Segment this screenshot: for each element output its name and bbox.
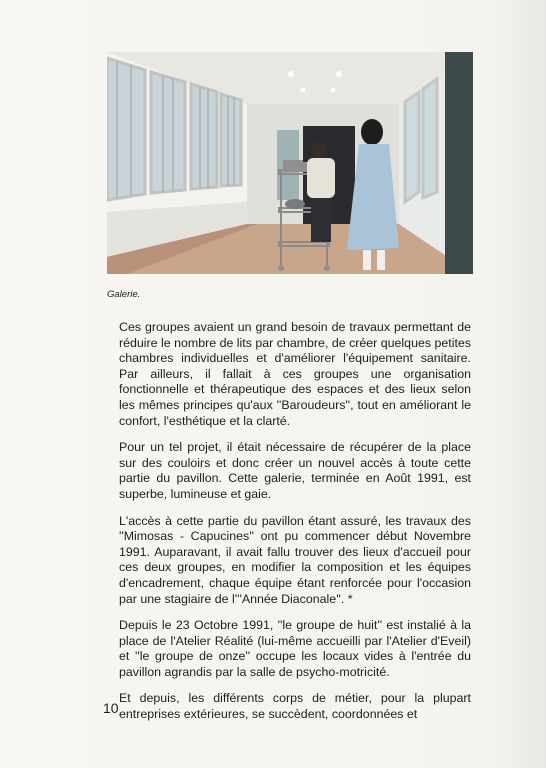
photo-caption: Galerie. <box>107 289 141 300</box>
page-number: 10 <box>103 700 119 716</box>
paragraph: L'accès à cette partie du pavillon étant assuré, les travaux des ''Mimosas - Capucines'' ont pu commencer début Novembre 1991. Auparavant, il avait fallu trouver des lieux d'accueil pour ces deux groupes, en modifier la composition et les équipes d'encadrement, chaque équipe étant renforcée pour l'occasion par une stagiaire de l'''Année Diaconale''. * <box>119 513 471 606</box>
corridor-gallery-illustration <box>107 52 473 274</box>
paragraph: Et depuis, les différents corps de métier, pour la plupart entreprises extérieures, se succèdent, coordonnées et <box>119 691 471 722</box>
article-body <box>119 320 471 734</box>
paragraph: Depuis le 23 Octobre 1991, ''le groupe de huit'' est instalié à la place de l'Atelier Réalité (lui-même accueilli par l'Atelier d'Eveil) et ''le groupe de onze'' occupe les locaux vides à l'entrée du pavillon agrandis par la salle de psycho-motricité. <box>119 618 471 679</box>
paragraph: Ces groupes avaient un grand besoin de travaux permettant de réduire le nombre de lits par chambre, de créer quelques petites chambres individuelles et d'améliorer l'équipement sanitaire. Par ailleurs, il fallait à ces groupes une organisation fonctionnelle et thérapeutique des espaces et des lieux selon les mêmes principes qu'aux ''Baroudeurs'', tout en améliorant le confort, l'esthétique et la clarté. <box>119 320 471 428</box>
paragraph: Pour un tel projet, il était nécessaire de récupérer de la place sur des couloirs et donc créer un nouvel accès à toute cette partie du pavillon. Cette galerie, terminée en Août 1991, est superbe, lumineuse et gaie. <box>119 440 471 501</box>
corridor-photo <box>107 52 473 274</box>
